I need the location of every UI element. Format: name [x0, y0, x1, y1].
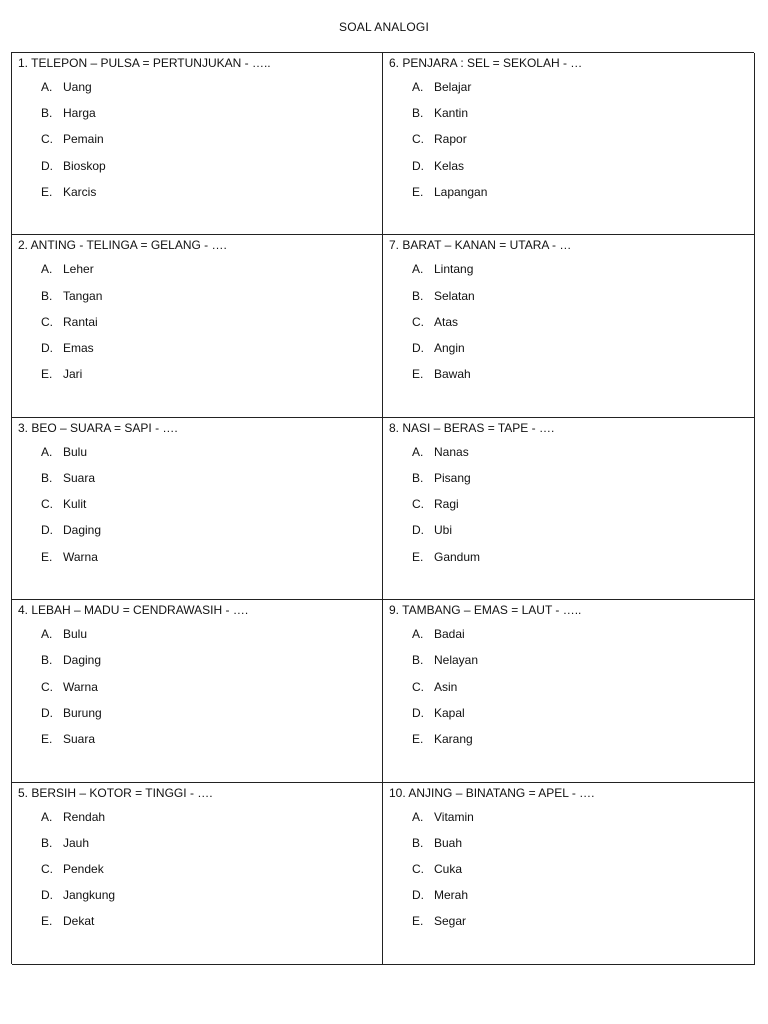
question-prompt: 8. NASI – BERAS = TAPE - ….	[389, 420, 555, 435]
option-letter: C.	[412, 497, 424, 512]
option-item	[18, 647, 382, 673]
option-text: Kantin	[434, 106, 469, 121]
option-item	[389, 647, 754, 673]
option-item	[18, 74, 382, 100]
option-item	[18, 100, 382, 126]
option-text: Rendah	[63, 809, 106, 824]
option-letter: A.	[412, 80, 424, 95]
option-letter: C.	[412, 862, 424, 877]
option-item	[18, 439, 382, 465]
option-list	[389, 804, 754, 935]
option-text: Angin	[434, 341, 465, 356]
option-item	[389, 856, 754, 882]
option-text: Kapal	[434, 705, 465, 720]
option-letter: E.	[412, 367, 424, 382]
option-letter: B.	[41, 835, 53, 850]
question-cell-9	[383, 600, 755, 782]
option-letter: D.	[41, 341, 53, 356]
option-item	[18, 256, 382, 282]
option-text: Daging	[63, 523, 102, 538]
option-item	[389, 179, 754, 205]
question-prompt: 4. LEBAH – MADU = CENDRAWASIH - ….	[18, 603, 249, 618]
option-item	[18, 335, 382, 361]
option-item	[389, 74, 754, 100]
option-text: Pemain	[63, 132, 104, 147]
option-item	[18, 544, 382, 570]
question-cell-8	[383, 418, 755, 600]
option-text: Pendek	[63, 862, 104, 877]
option-letter: E.	[412, 549, 424, 564]
question-cell-5	[12, 783, 383, 965]
option-text: Warna	[63, 679, 98, 694]
option-item	[18, 491, 382, 517]
question-cell-2	[12, 235, 383, 417]
option-letter: A.	[41, 262, 53, 277]
option-text: Kelas	[434, 158, 465, 173]
option-item	[389, 100, 754, 126]
option-text: Jauh	[63, 835, 90, 850]
option-item	[389, 882, 754, 908]
option-text: Leher	[63, 262, 94, 277]
option-text: Asin	[434, 679, 458, 694]
option-text: Ubi	[434, 523, 453, 538]
option-text: Kulit	[63, 497, 87, 512]
option-list	[18, 439, 382, 570]
question-prompt: 1. TELEPON – PULSA = PERTUNJUKAN - …..	[18, 56, 271, 70]
option-text: Pisang	[434, 471, 471, 486]
question-prompt: 2. ANTING - TELINGA = GELANG - ….	[18, 238, 227, 253]
option-item	[389, 621, 754, 647]
option-letter: A.	[41, 627, 53, 642]
option-letter: A.	[412, 809, 424, 824]
option-text: Nanas	[434, 444, 469, 459]
option-item	[18, 856, 382, 882]
option-item	[18, 830, 382, 856]
option-item	[389, 517, 754, 543]
option-list	[18, 804, 382, 935]
option-item	[389, 465, 754, 491]
option-letter: D.	[412, 158, 424, 173]
option-item	[18, 153, 382, 179]
option-letter: C.	[41, 314, 53, 329]
option-text: Uang	[63, 80, 92, 95]
option-list	[389, 74, 754, 205]
option-text: Belajar	[434, 80, 472, 95]
option-letter: D.	[41, 888, 53, 903]
option-text: Cuka	[434, 862, 463, 877]
option-text: Bawah	[434, 367, 471, 382]
question-table	[11, 52, 754, 964]
option-item	[389, 361, 754, 387]
option-item	[389, 309, 754, 335]
option-letter: A.	[412, 627, 424, 642]
option-list	[389, 439, 754, 570]
option-item	[389, 700, 754, 726]
option-text: Selatan	[434, 288, 475, 303]
option-text: Lintang	[434, 262, 474, 277]
question-cell-4	[12, 600, 383, 782]
option-text: Daging	[63, 653, 102, 668]
option-item	[389, 335, 754, 361]
option-text: Badai	[434, 627, 465, 642]
option-letter: B.	[412, 106, 424, 121]
option-letter: E.	[412, 184, 424, 199]
option-letter: B.	[412, 653, 424, 668]
option-letter: E.	[41, 732, 53, 747]
option-text: Gandum	[434, 549, 481, 564]
option-item	[389, 491, 754, 517]
option-text: Bulu	[63, 444, 88, 459]
option-text: Vitamin	[434, 809, 474, 824]
option-text: Segar	[434, 914, 467, 929]
option-text: Ragi	[434, 497, 459, 512]
option-item	[18, 465, 382, 491]
option-item	[18, 179, 382, 205]
option-letter: B.	[41, 106, 53, 121]
option-item	[18, 700, 382, 726]
option-letter: B.	[41, 288, 53, 303]
option-item	[389, 804, 754, 830]
option-letter: B.	[412, 835, 424, 850]
option-letter: C.	[41, 497, 53, 512]
option-text: Karang	[434, 732, 473, 747]
option-item	[18, 882, 382, 908]
option-item	[18, 621, 382, 647]
option-text: Lapangan	[434, 184, 488, 199]
option-item	[389, 256, 754, 282]
option-text: Nelayan	[434, 653, 479, 668]
option-letter: D.	[41, 158, 53, 173]
option-letter: A.	[412, 262, 424, 277]
question-cell-6	[383, 53, 755, 235]
option-text: Suara	[63, 471, 96, 486]
option-text: Emas	[63, 341, 94, 356]
option-text: Buah	[434, 835, 463, 850]
option-text: Atas	[434, 314, 459, 329]
option-letter: B.	[412, 288, 424, 303]
question-cell-3	[12, 418, 383, 600]
option-text: Bulu	[63, 627, 88, 642]
page-title: SOAL ANALOGI	[339, 20, 429, 34]
option-item	[389, 674, 754, 700]
option-letter: B.	[412, 471, 424, 486]
option-letter: E.	[41, 549, 53, 564]
option-item	[389, 908, 754, 934]
option-letter: C.	[41, 862, 53, 877]
option-item	[18, 361, 382, 387]
option-letter: E.	[41, 184, 53, 199]
option-item	[389, 283, 754, 309]
option-item	[389, 830, 754, 856]
option-letter: E.	[41, 367, 53, 382]
option-list	[18, 621, 382, 752]
option-letter: C.	[412, 679, 424, 694]
question-cell-1	[12, 53, 383, 235]
option-letter: D.	[412, 705, 424, 720]
option-letter: D.	[41, 705, 53, 720]
option-text: Rantai	[63, 314, 98, 329]
option-item	[18, 726, 382, 752]
option-letter: A.	[41, 444, 53, 459]
option-item	[389, 439, 754, 465]
option-letter: D.	[41, 523, 53, 538]
option-letter: B.	[41, 471, 53, 486]
option-letter: A.	[412, 444, 424, 459]
option-letter: C.	[41, 679, 53, 694]
question-prompt: 5. BERSIH – KOTOR = TINGGI - ….	[18, 785, 213, 800]
option-text: Bioskop	[63, 158, 106, 173]
question-prompt: 10. ANJING – BINATANG = APEL - ….	[389, 785, 595, 800]
option-text: Burung	[63, 705, 102, 720]
option-letter: C.	[412, 314, 424, 329]
option-text: Jangkung	[63, 888, 116, 903]
option-letter: E.	[412, 914, 424, 929]
option-item	[18, 674, 382, 700]
option-text: Dekat	[63, 914, 95, 929]
option-letter: C.	[412, 132, 424, 147]
option-text: Karcis	[63, 184, 97, 199]
option-item	[18, 283, 382, 309]
option-item	[389, 153, 754, 179]
option-item	[18, 126, 382, 152]
option-letter: D.	[412, 888, 424, 903]
option-item	[389, 544, 754, 570]
option-text: Merah	[434, 888, 469, 903]
option-item	[18, 517, 382, 543]
question-prompt: 3. BEO – SUARA = SAPI - ….	[18, 420, 178, 435]
option-letter: A.	[41, 809, 53, 824]
option-list	[18, 256, 382, 387]
option-list	[389, 621, 754, 752]
question-prompt: 6. PENJARA : SEL = SEKOLAH - …	[389, 56, 583, 70]
option-item	[389, 726, 754, 752]
option-item	[389, 126, 754, 152]
option-letter: E.	[412, 732, 424, 747]
option-list	[389, 256, 754, 387]
option-text: Suara	[63, 732, 96, 747]
question-cell-10	[383, 783, 755, 965]
option-text: Harga	[63, 106, 96, 121]
option-item	[18, 804, 382, 830]
option-letter: B.	[41, 653, 53, 668]
option-letter: E.	[41, 914, 53, 929]
option-letter: C.	[41, 132, 53, 147]
option-item	[18, 908, 382, 934]
question-cell-7	[383, 235, 755, 417]
option-letter: D.	[412, 523, 424, 538]
option-item	[18, 309, 382, 335]
option-letter: A.	[41, 80, 53, 95]
option-text: Jari	[63, 367, 83, 382]
question-prompt: 7. BARAT – KANAN = UTARA - …	[389, 238, 572, 253]
option-list	[18, 74, 382, 205]
option-text: Warna	[63, 549, 98, 564]
option-text: Tangan	[63, 288, 103, 303]
question-prompt: 9. TAMBANG – EMAS = LAUT - …..	[389, 603, 582, 618]
option-letter: D.	[412, 341, 424, 356]
option-text: Rapor	[434, 132, 467, 147]
